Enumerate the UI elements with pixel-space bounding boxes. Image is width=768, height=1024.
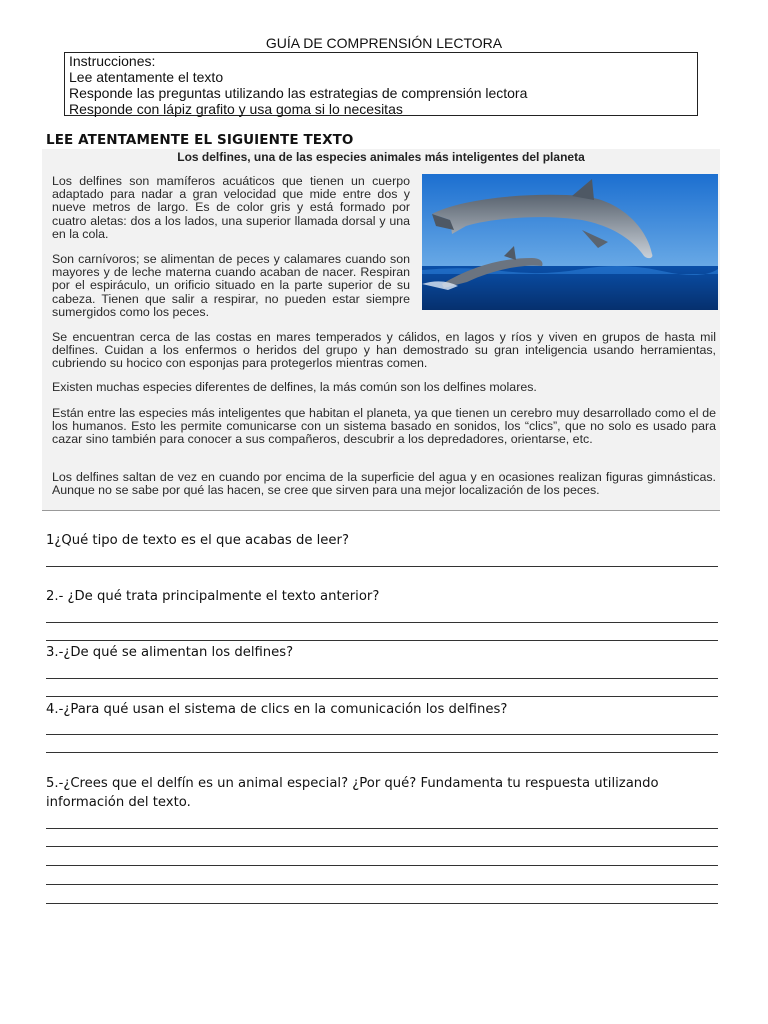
answer-line[interactable] [46, 566, 718, 567]
question-1: 1¿Qué tipo de texto es el que acabas de leer? [46, 533, 349, 548]
answer-line[interactable] [46, 640, 718, 641]
question-2: 2.- ¿De qué trata principalmente el texto anterior? [46, 589, 380, 604]
passage-divider [42, 510, 720, 511]
instruction-item: Responde las preguntas utilizando las estrategias de comprensión lectora [69, 85, 528, 101]
passage-paragraph: Existen muchas especies diferentes de delfines, la más común son los delfines molares. [52, 380, 537, 394]
passage-paragraph: Los delfines saltan de vez en cuando por encima de la superficie del agua y en ocasiones realizan figuras gimnásticas. Aunque no se sabe por qué las hacen, se cree que sirven para una mejor localización de los peces. [52, 470, 716, 498]
answer-line[interactable] [46, 846, 718, 847]
question-5: 5.-¿Crees que el delfín es un animal especial? ¿Por qué? Fundamenta tu respuesta utilizando [46, 776, 659, 791]
passage-paragraph: Se encuentran cerca de las costas en mares temperados y cálidos, en lagos y ríos y viven en grupos de hasta mil delfines. Cuidan a los enfermos o heridos del grupo y han demostrado su gran inteligencia usando herramientas, cubriendo su hocico con esponjas para protegerlos mientras comen. [52, 330, 716, 371]
passage-paragraph: Son carnívoros; se alimentan de peces y calamares cuando son mayores y de leche materna cuando acaban de nacer. Respiran por el espiráculo, un orificio situado en la parte superior de su cabeza. Tienen que salir a respirar, no pueden estar siempre sumergidos como los peces. [52, 252, 410, 319]
answer-line[interactable] [46, 884, 718, 885]
answer-line[interactable] [46, 622, 718, 623]
answer-line[interactable] [46, 734, 718, 735]
question-3: 3.-¿De qué se alimentan los delfines? [46, 645, 294, 660]
question-5-continued: información del texto. [46, 795, 191, 810]
instruction-item: Lee atentamente el texto [69, 69, 224, 85]
reading-passage [42, 149, 720, 511]
question-4: 4.-¿Para qué usan el sistema de clics en la comunicación los delfines? [46, 702, 508, 717]
passage-paragraph: Están entre las especies más inteligentes que habitan el planeta, ya que tienen un cerebro muy desarrollado como el de los humanos. Esto les permite comunicarse con un sistema basado en sonidos, los “clics”, que no solo es usado para cazar sino también para conocer a sus compañeros, descubrir a los depredadores, orientarse, etc. [52, 406, 716, 447]
worksheet-title: GUÍA DE COMPRENSIÓN LECTORA [265, 35, 503, 51]
dolphins-photo-icon [422, 174, 718, 310]
answer-line[interactable] [46, 678, 718, 679]
reading-heading: LEE ATENTAMENTE EL SIGUIENTE TEXTO [46, 132, 354, 148]
answer-line[interactable] [46, 696, 718, 697]
instruction-item: Responde con lápiz grafito y usa goma si lo necesitas [69, 101, 403, 117]
instructions-label: Instrucciones: [69, 53, 156, 69]
answer-line[interactable] [46, 752, 718, 753]
answer-line[interactable] [46, 865, 718, 866]
instructions-box [64, 52, 698, 116]
answer-line[interactable] [46, 828, 718, 829]
answer-line[interactable] [46, 903, 718, 904]
passage-title: Los delfines, una de las especies animales más inteligentes del planeta [177, 150, 585, 164]
passage-paragraph: Los delfines son mamíferos acuáticos que tienen un cuerpo adaptado para nadar a gran velocidad que mide entre dos y nueve metros de largo. Es de color gris y está formado por cuatro aletas: dos a los lados, una superior llamada dorsal y una en la cola. [52, 174, 410, 241]
